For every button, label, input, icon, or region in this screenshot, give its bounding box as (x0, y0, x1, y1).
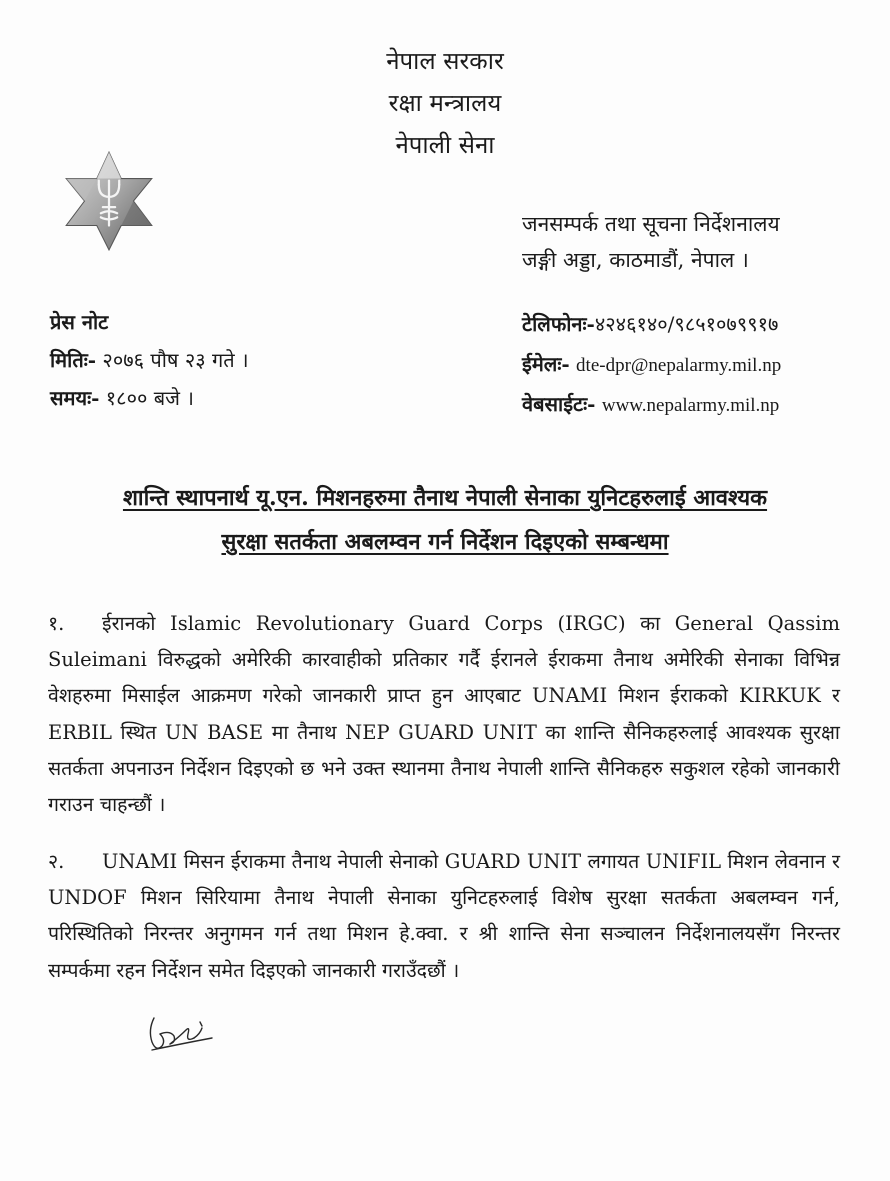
website-label: वेबसाईटः- (522, 392, 596, 416)
phone-label: टेलिफोनः- (522, 312, 595, 336)
signature-icon (140, 1000, 220, 1060)
email-label: ईमेलः- (522, 352, 570, 376)
time-row (50, 384, 194, 411)
paragraph-number: २. (48, 850, 65, 873)
nepal-army-emblem-icon (58, 150, 160, 252)
email-link[interactable]: dte-dpr@nepalarmy.mil.np (576, 355, 782, 376)
directorate-name: जनसम्पर्क तथा सूचना निर्देशनालय (522, 212, 780, 236)
date-label: मितिः- (50, 348, 97, 372)
website-row (522, 390, 779, 417)
date-row (50, 346, 249, 373)
paragraph-text: UNAMI मिसन ईराकमा तैनाथ नेपाली सेनाको GUARD UNIT लगायत UNIFIL मिशन लेवनान र UNDOF मिशन सिरियामा तैनाथ नेपाली सेनाका युनिटहरुलाई विशेष सुरक्षा सतर्कता अबलम्वन गर्न, परिस्थितिको निरन्तर अनुगमन गर्न तथा मिशन हे.क्वा. र श्री शान्ति सेना सञ्चालन निर्देशनालयसँग निरन्तर सम्पर्कमा रहन निर्देशन समेत दिइएको जानकारी गराउँदछौं । (48, 850, 840, 982)
website-link[interactable]: www.nepalarmy.mil.np (601, 395, 780, 416)
email-row (522, 350, 781, 377)
date-value: २०७६ पौष २३ गते । (102, 348, 249, 372)
subject-line-1: शान्ति स्थापनार्थ यू.एन. मिशनहरुमा तैनाथ नेपाली सेनाका युनिटहरुलाई आवश्यक (122, 485, 768, 511)
paragraph-number: १. (48, 612, 65, 635)
paragraph-1 (48, 606, 840, 823)
phone-row (522, 310, 778, 337)
header-government: नेपाल सरकार (386, 47, 504, 75)
time-value: १८०० बजे । (105, 386, 194, 410)
subject-line-2: सुरक्षा सतर्कता अबलम्वन गर्न निर्देशन दिइएको सम्बन्धमा (221, 529, 669, 555)
header-ministry: रक्षा मन्त्रालय (388, 89, 502, 117)
time-label: समयः- (50, 386, 100, 410)
press-note-title: प्रेस नोट (50, 310, 109, 334)
header-army: नेपाली सेना (395, 131, 495, 159)
directorate-address: जङ्गी अड्डा, काठमाडौं, नेपाल । (522, 248, 749, 272)
phone-value: ४२४६१४०/९८५१०७९९१७ (594, 312, 779, 336)
paragraph-text: ईरानको Islamic Revolutionary Guard Corps (IRGC) का General Qassim Suleimani विरुद्धको अमेरिकी कारवाहीको प्रतिकार गर्दै ईरानले ईराकमा तैनाथ अमेरिकी सेनाका विभिन्न वेशहरुमा मिसाईल आक्रमण गरेको जानकारी प्राप्त हुन आएबाट UNAMI मिशन ईराकको KIRKUK र ERBIL स्थित UN BASE मा तैनाथ NEP GUARD UNIT का शान्ति सैनिकहरुलाई आवश्यक सुरक्षा सतर्कता अपनाउन निर्देशन दिइएको छ भने उक्त स्थानमा तैनाथ नेपाली शान्ति सैनिकहरु सकुशल रहेको जानकारी गराउन चाहन्छौं । (48, 612, 840, 817)
paragraph-2 (48, 844, 840, 989)
